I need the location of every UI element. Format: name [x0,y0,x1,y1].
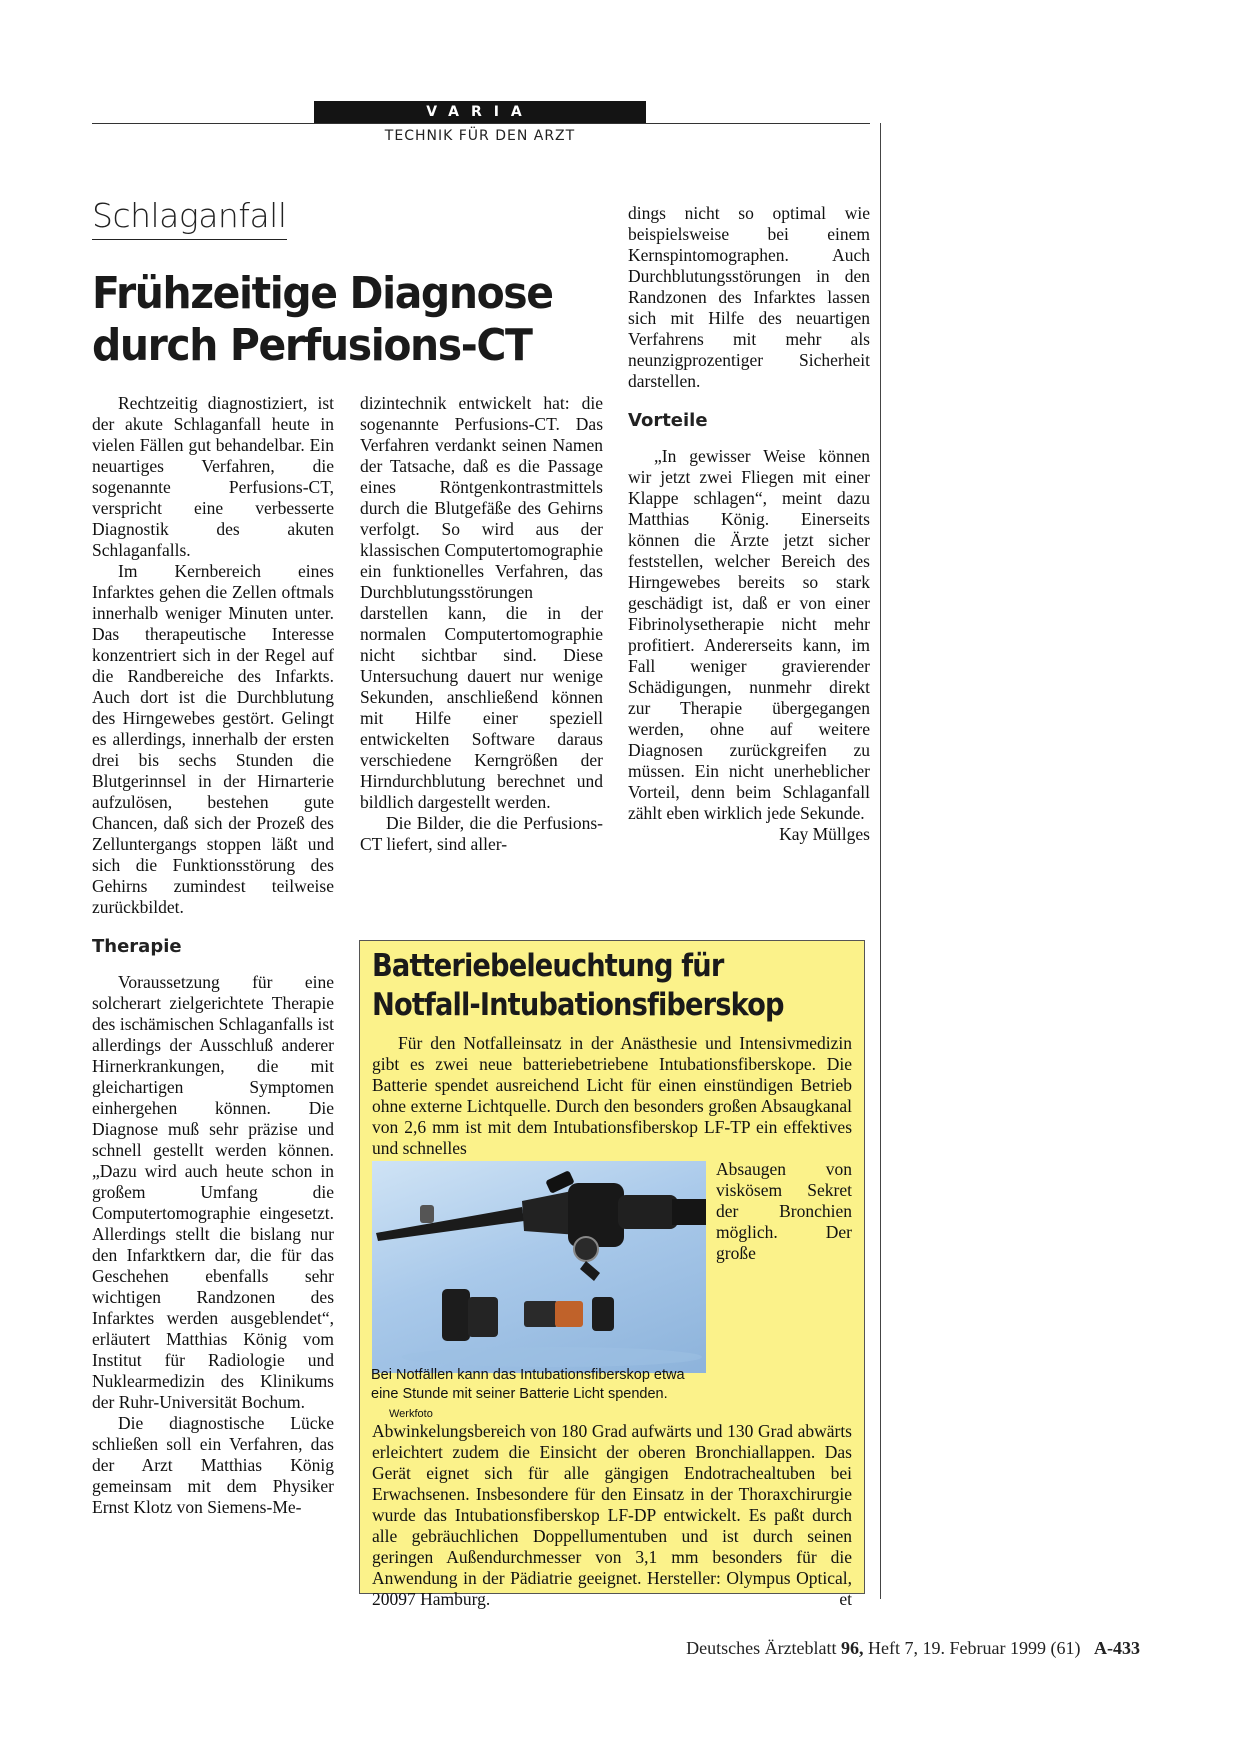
paragraph: dizintechnik entwickelt hat: die sogenannte Perfusions-CT. Das Verfahren verdankt seinen Namen der Tatsache, daß es die Passage eines Röntgenkontrastmittels durch die Blutgefäße des Gehirns verfolgt. So wird aus der klassischen Computertomographie ein funktionelles Verfahren, das Durchblutungsstörungen darstellen kann, die in der normalen Computertomographie nicht sichtbar sind. Diese Untersuchung dauert nur wenige Sekunden, anschließend können mit Hilfe einer speziell entwickelten Software daraus verschiedene Kerngrößen der Hirndurchblutung berechnet und bildlich dargestellt werden. [360,393,603,812]
paragraph: Voraussetzung für eine solcherart zielgerichtete Therapie des ischämischen Schlaganfalls ist allerdings der Ausschluß anderer Hirnerkrankungen, die mit gleichartigen Symptomen einhergehen können. Die Diagnose muß sehr präzise und schnell gestellt werden können. „Dazu wird auch heute schon in großem Umfang die Computertomographie eingesetzt. Allerdings stellt die bislang nur den Infarktkern dar, die für das Geschehen ebenfalls sehr wichtigen Randzonen des Infarktes werden ausgeblendet“, erläutert Matthias König vom Institut für Radiologie und Nuklearmedizin des Klinikums der Ruhr-Universität Bochum. [92,972,334,1412]
photo-caption [371,1366,711,1424]
subsection-label: TECHNIK FÜR DEN ARZT [384,128,576,144]
subheading-therapie: Therapie [92,936,182,957]
author-name: Kay Müllges [779,824,870,844]
photo-credit: Werkfoto [389,1408,433,1420]
article-column-2 [360,393,603,855]
page-footer [600,1638,1140,1659]
paragraph: Rechtzeitig diagnostiziert, ist der akute Schlaganfall heute in vielen Fällen gut behandelbar. Ein neuartiges Verfahren, die sogenannte Perfusions-CT, verspricht eine verbesserte Diagnostik des akuten Schlaganfalls. [92,393,334,560]
article-kicker: Schlaganfall [92,196,287,240]
column-divider [880,123,881,1599]
header-rule [92,123,870,124]
paragraph: dings nicht so optimal wie beispielsweise bei einem Kernspintomographen. Auch Durchblutungsstörungen in den Randzonen des Infarktes lassen sich mit Hilfe des neuartigen Verfahrens mit mehr als neunzigprozentiger Sicherheit darstellen. [628,203,870,391]
paragraph-text: „In gewisser Weise können wir jetzt zwei Fliegen mit einer Klappe schlagen“, meint dazu Matthias König. Einerseits können die Ärzte jetzt sicher feststellen, welcher Bereich des Hirngewebes bereits so stark geschädigt ist, daß er von einer Fibrinolysetherapie nicht mehr profitiert. Andererseits kann, im Fall weniger gravierender Schädigungen, nunmehr direkt zur Therapie übergegangen werden, ohne auf weitere Diagnosen zurückgreifen zu müssen. Ein nicht unerheblicher Vorteil, denn beim Schlaganfall zählt eben wirklich jede Sekunde. [628,446,870,823]
footer-volume: 96, [841,1638,864,1658]
paragraph: Die Bilder, die die Perfusions-CT liefert, sind aller- [360,813,603,854]
footer-page-number: A-433 [1094,1638,1140,1658]
paragraph: Im Kernbereich eines Infarktes gehen die Zellen oftmals innerhalb weniger Minuten unter. Das therapeutische Interesse konzentriert sich in der Regel auf die Randbereiche des Infarkts. Auch dort ist die Durchblutung des Hirngewebes gestört. Gelingt es allerdings, innerhalb der ersten drei bis sechs Stunden die Blutgerinnsel in der Hirnarterie aufzulösen, bestehen gute Chancen, daß sich der Prozeß des Zelluntergangs stoppen läßt und sich die Funktionsstörung des Gehirns zumindest teilweise zurückbildet. [92,561,334,917]
subheading-vorteile: Vorteile [628,410,708,431]
section-label: VARIA [426,104,534,120]
sidebar-body [372,1033,852,1610]
sidebar-text-before: Für den Notfalleinsatz in der Anästhesie und Intensivmedizin gibt es zwei neue batteriebetriebene Intubationsfiberskope. Die Batterie spendet ausreichend Licht für einen einstündigen Betrieb ohne externe Lichtquelle. Durch den besonders großen Absaugkanal von 2,6 mm ist mit dem Intubationsfiberskop LF-TP ein effektives und schnelles [372,1033,852,1158]
sidebar-box [359,940,865,1609]
article-column-1 [92,393,334,1518]
fiberscope-illustration [372,1161,706,1373]
sidebar-text-after-content: Absaugen von viskösem Sekret der Bronchien möglich. Der große Abwinkelungsbereich von 180 Grad aufwärts und 130 Grad abwärts erleichtert zudem die Einsicht der oberen Bronchiallappen. Das Gerät eignet sich für alle gängigen Endotrachealtuben bei Erwachsenen. Insbesondere für den Einsatz in der Thoraxchirurgie wurde das Intubationsfiberskop LF-DP entwickelt. Es paßt durch alle gebräuchlichen Doppellumentuben und ist durch seinen geringen Außendurchmesser von 3,1 mm besonders für die Anwendung in der Pädiatrie geeignet. Hersteller: Olympus Optical, 20097 Hamburg. [372,1159,852,1609]
product-photo [372,1161,706,1373]
sidebar-title: Batteriebeleuchtung für Notfall-Intubationsfiberskop [372,948,784,1023]
section-header-bar [314,101,646,123]
footer-journal: Deutsches Ärzteblatt [686,1638,837,1658]
footer-issue: Heft 7, 19. Februar 1999 (61) [868,1638,1081,1658]
paragraph [628,446,870,844]
photo-caption-text: Bei Notfällen kann das Intubationsfiberskop etwa eine Stunde mit seiner Batterie Licht spenden. [371,1367,685,1402]
sidebar-signature: et [839,1589,852,1609]
paragraph: Die diagnostische Lücke schließen soll ein Verfahren, das der Arzt Matthias König gemeinsam mit dem Physiker Ernst Klotz von Siemens-Me- [92,1413,334,1517]
article-headline: Frühzeitige Diagnose durch Perfusions-CT [92,268,553,371]
article-column-3 [628,203,870,845]
